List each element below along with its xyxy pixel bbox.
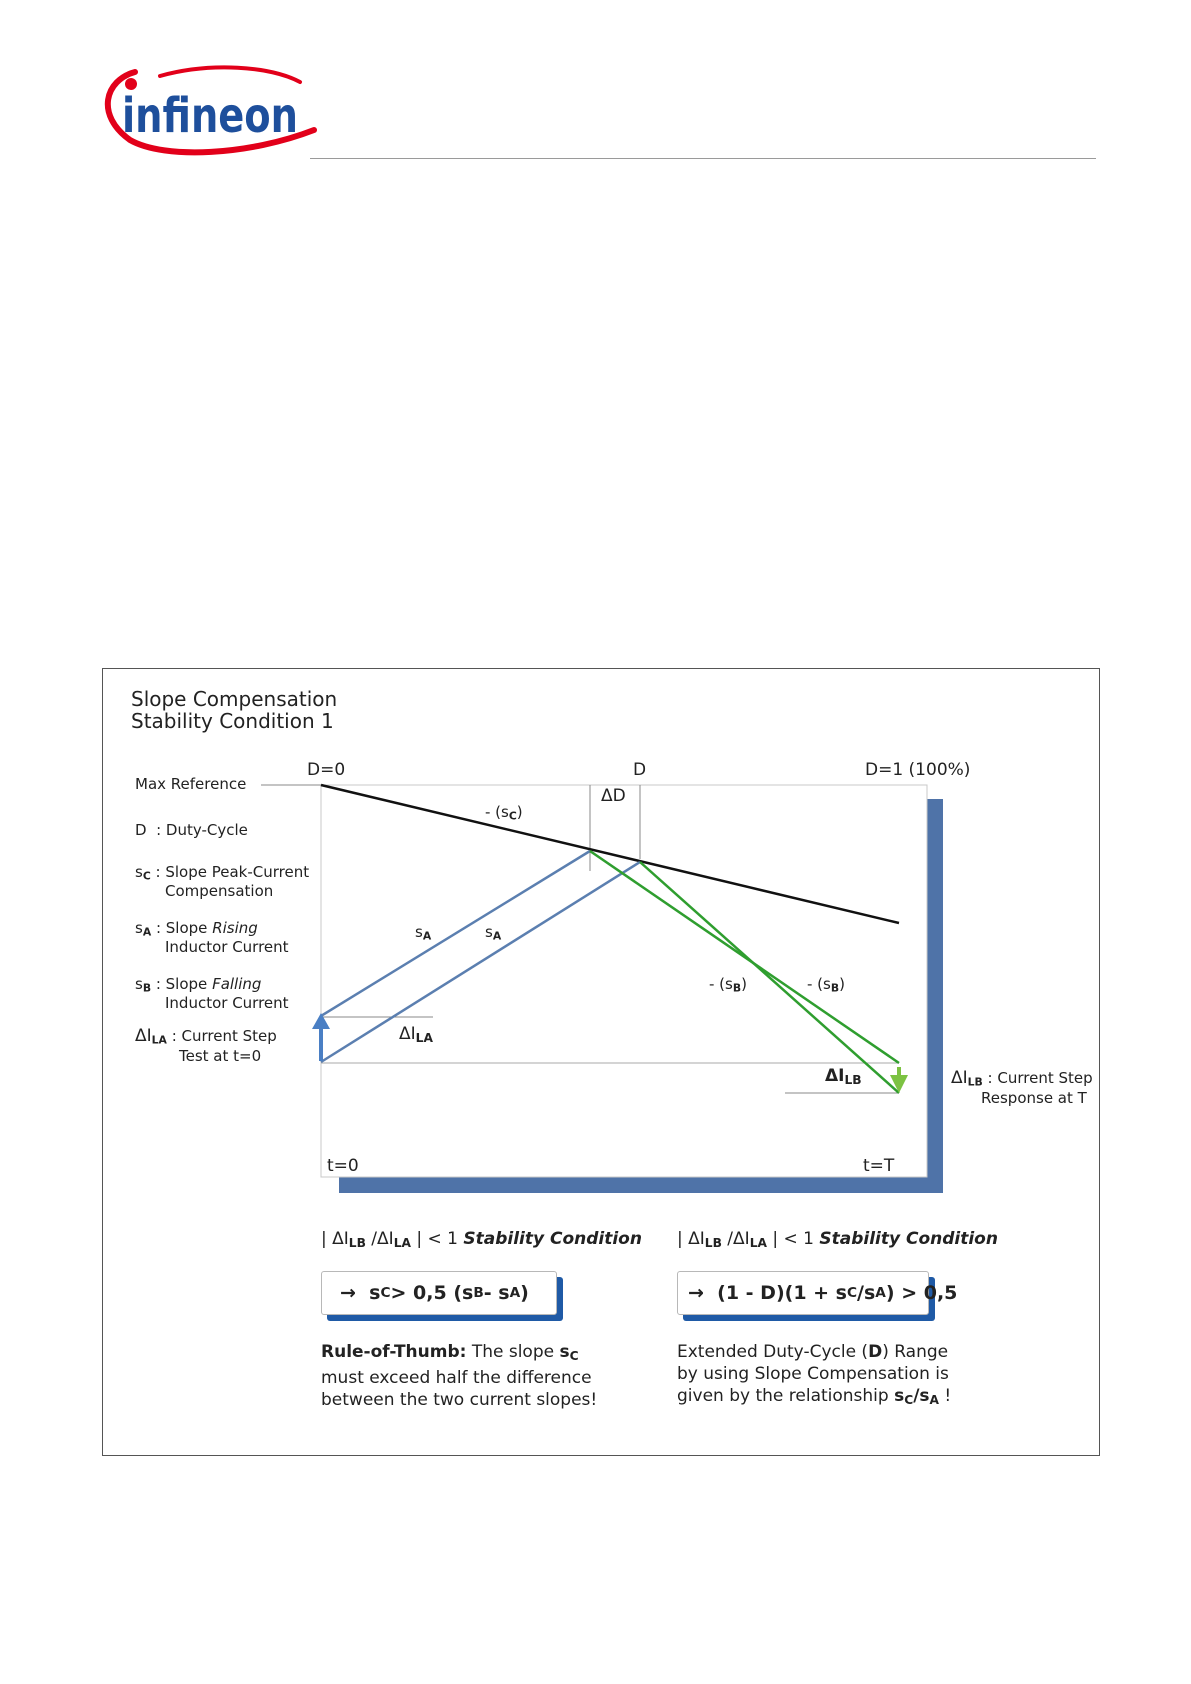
- legend-sa: $s_A$ : Slope Rising: [135, 919, 258, 939]
- diagram-title-line1: Slope Compensation: [131, 687, 338, 711]
- legend-dila: $\Delta I_{LA}$ : Current Step: [135, 1026, 277, 1047]
- left-formula-box: → s C > 0,5 (s B - s A ): [321, 1271, 557, 1315]
- label-neg-sb-right: - $(s_B)$: [807, 975, 845, 995]
- axis-label-tT: t=T: [863, 1156, 895, 1176]
- legend-max-reference: Max Reference: [135, 775, 247, 793]
- delta-d-label: ΔD: [601, 786, 626, 806]
- axis-label-d0: D=0: [307, 760, 346, 780]
- legend-sb-desc2: Inductor Current: [165, 994, 289, 1012]
- left-stability-condition: | $\Delta I_{LB}$ $/\Delta I_{LA}$ | < 1 Stability Condition: [321, 1229, 642, 1251]
- legend-dila-desc2: Test at t=0: [179, 1047, 262, 1065]
- header-rule: [310, 158, 1096, 159]
- right-formula-box: → (1 - D)(1 + s C /s A ) > 0,5: [677, 1271, 929, 1315]
- diagram-title-line2: Stability Condition 1: [131, 709, 334, 733]
- legend-sa-desc2: Inductor Current: [165, 938, 289, 956]
- legend-sb: $s_B$ : Slope Falling: [135, 975, 262, 995]
- label-sa-lower: $s_A$: [485, 923, 502, 943]
- label-dilb: $\Delta I_{LB}$: [825, 1066, 862, 1088]
- plot-shadow-bottom: [339, 1177, 943, 1193]
- legend-dilb-desc2: Response at T: [981, 1089, 1087, 1107]
- infineon-logo: [100, 60, 320, 160]
- label-sa-upper: $s_A$: [415, 923, 432, 943]
- label-dila: $\Delta I_{LA}$: [399, 1024, 433, 1046]
- diagram-frame: [102, 668, 1100, 1456]
- legend-sc: $s_C$ : Slope Peak-Current: [135, 863, 310, 883]
- plot-shadow-right: [925, 799, 943, 1193]
- axis-label-d: D: [633, 760, 647, 780]
- label-neg-sb-left: - $(s_B)$: [709, 975, 747, 995]
- legend-sc-desc2: Compensation: [165, 882, 274, 900]
- right-note: Extended Duty-Cycle (D) Range by using Slope Compensation is given by the relationship $s_C/s_A$ !: [677, 1342, 952, 1408]
- legend-dilb: $\Delta I_{LB}$ : Current Step: [951, 1068, 1093, 1089]
- axis-label-d1: D=1 (100%): [865, 760, 971, 780]
- label-neg-sc: - $(s_C)$: [485, 803, 523, 823]
- logo-text: infineon: [122, 88, 298, 144]
- legend-duty-cycle: D : Duty-Cycle: [135, 821, 248, 839]
- axis-label-t0: t=0: [327, 1156, 359, 1176]
- left-note: Rule-of-Thumb: The slope $s_C$ must exceed half the difference between the two current slopes!: [321, 1342, 598, 1411]
- right-stability-condition: | $\Delta I_{LB}$ $/\Delta I_{LA}$ | < 1 Stability Condition: [677, 1229, 998, 1251]
